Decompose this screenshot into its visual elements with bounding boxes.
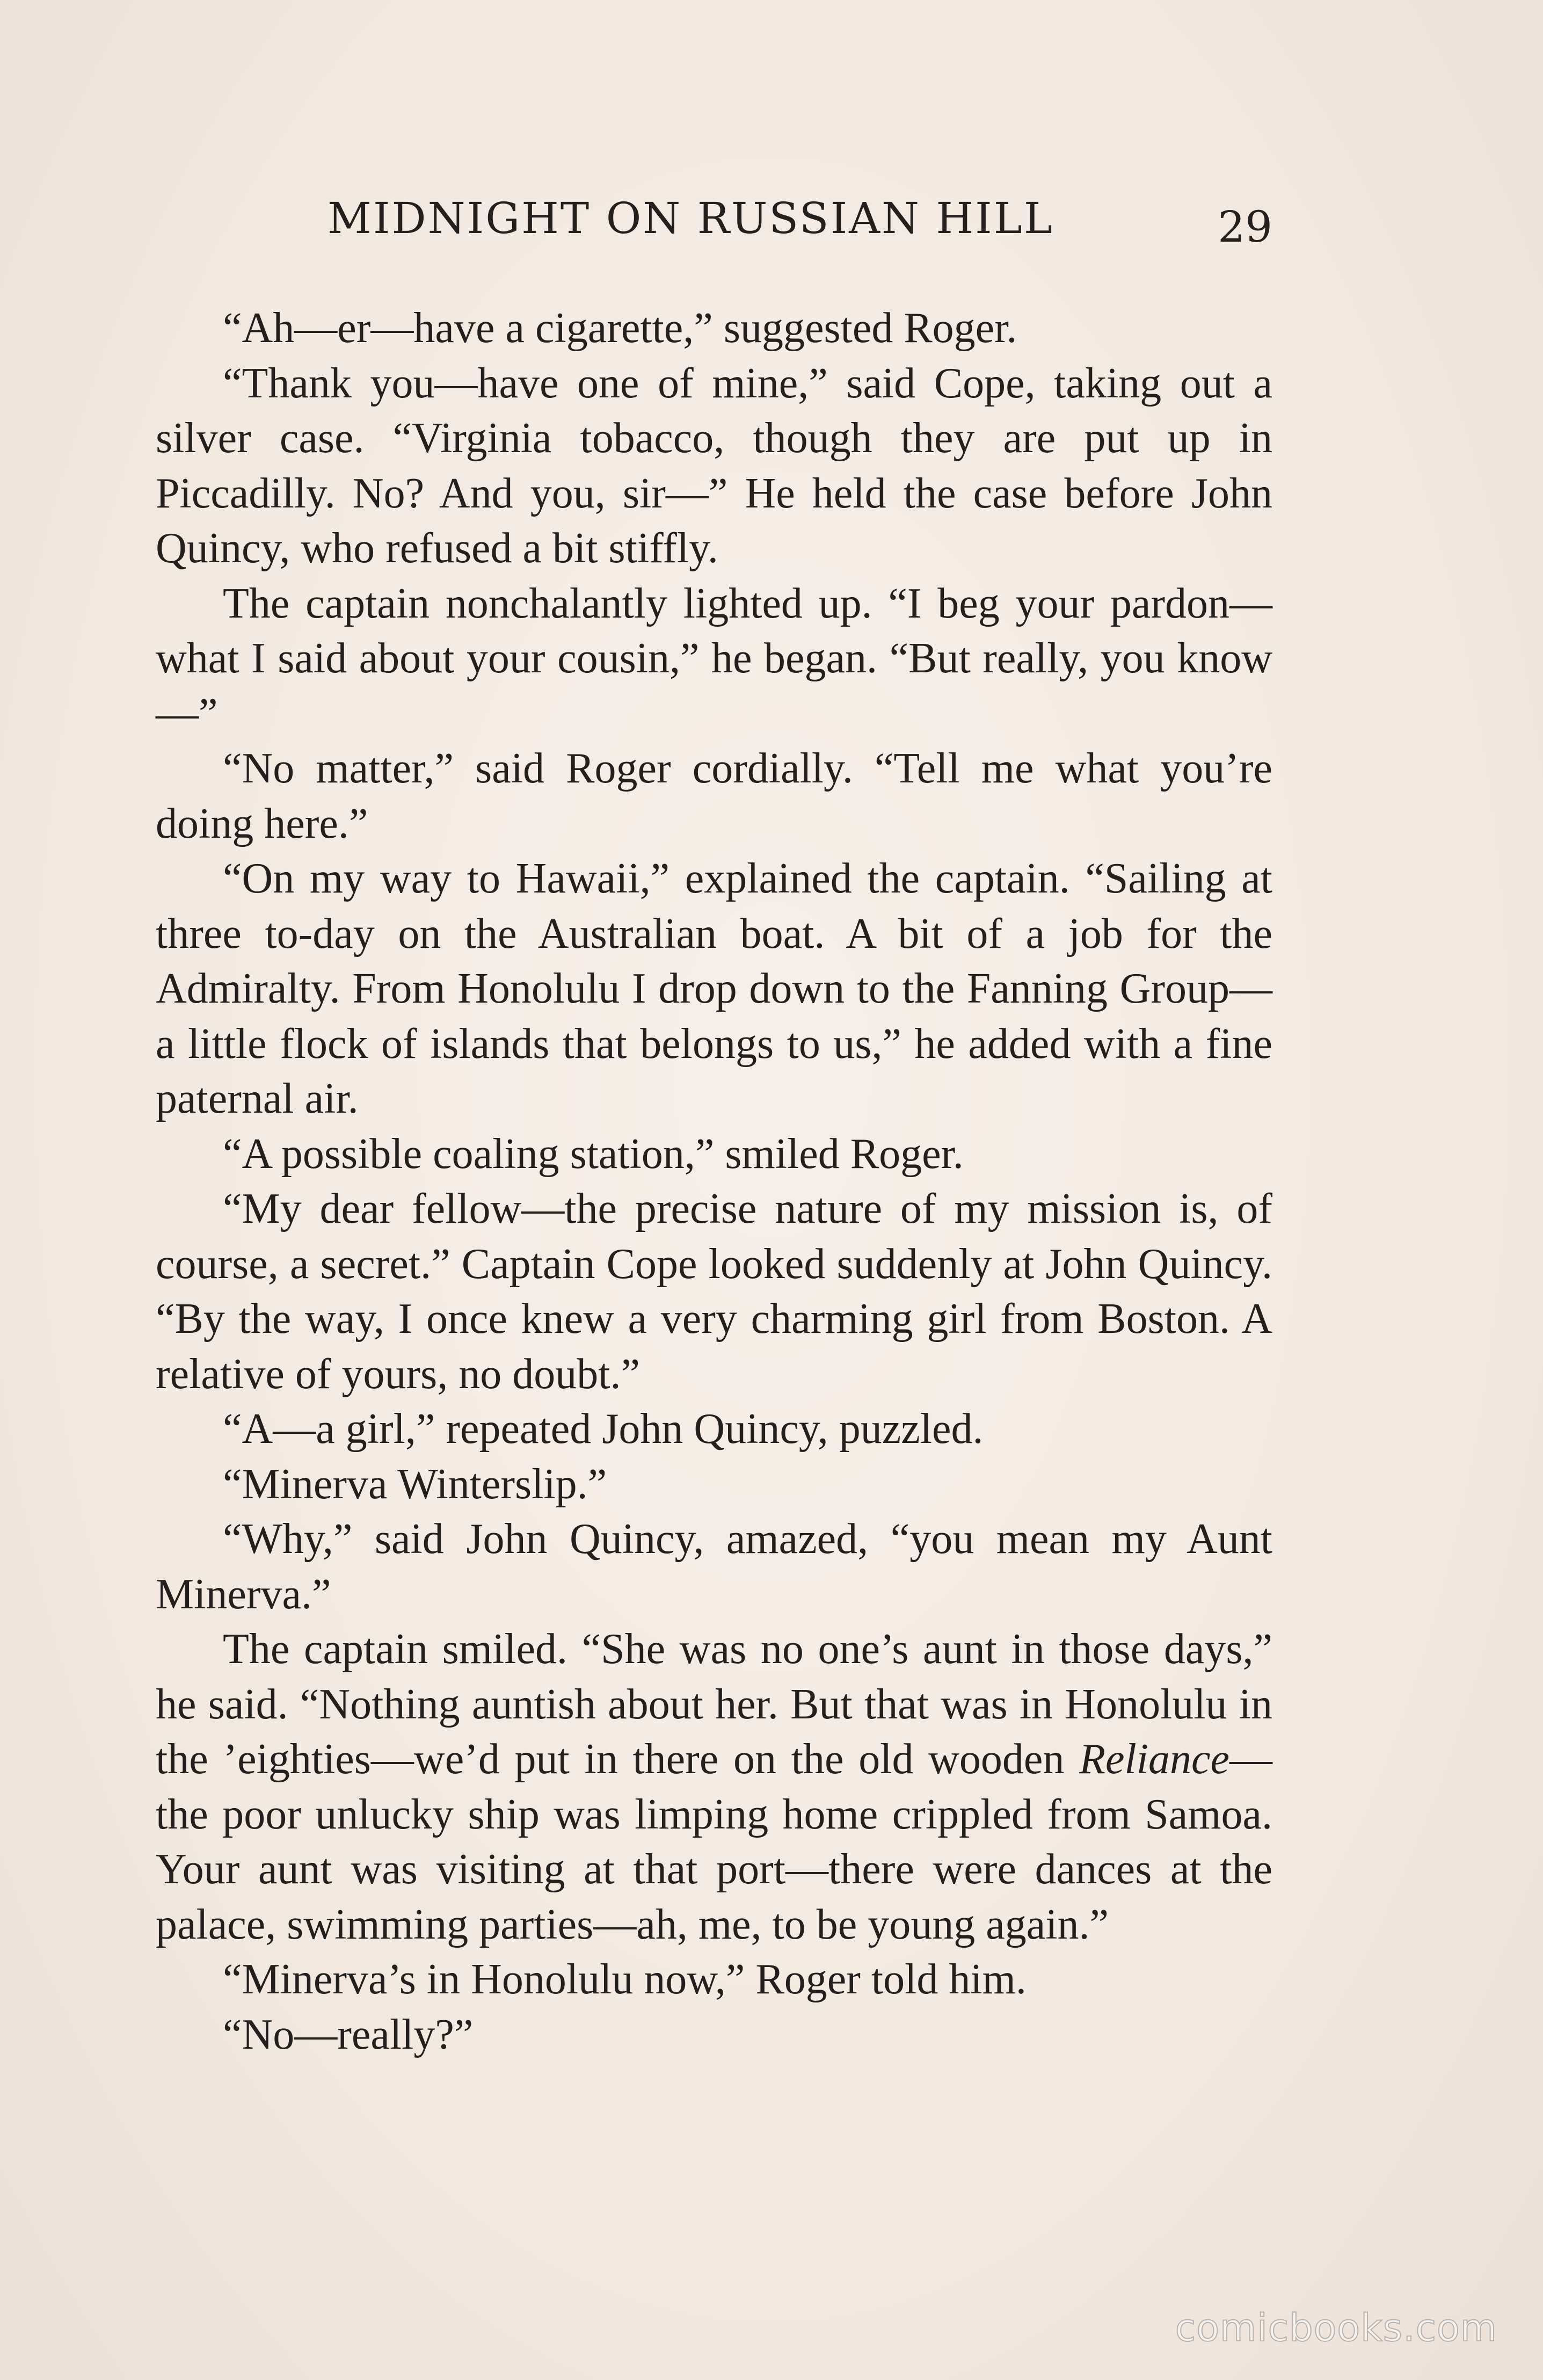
page-number: 29 [1218,202,1272,252]
watermark: comicbooks.com [1175,2306,1497,2350]
paragraph-3: The captain nonchalantly lighted up. “I beg your pardon—what I said about your cousin,” he began. “But really, you know—” [156,579,1272,737]
paragraph-10: “Why,” said John Quincy, amazed, “you mean my Aunt Minerva.” [156,1515,1272,1618]
paragraph-1: “Ah—er—have a cigarette,” suggested Roger. [223,304,1017,352]
paragraph-12: “Minerva’s in Honolulu now,” Roger told him. [223,1956,1027,2003]
paragraph-9: “Minerva Winterslip.” [223,1460,607,1508]
page-header [156,193,1272,258]
paragraph-6: “A possible coaling station,” smiled Roger. [223,1130,964,1178]
paragraph-8: “A—a girl,” repeated John Quincy, puzzled. [223,1405,984,1453]
paragraph-11-after: —the poor unlucky ship was limping home crippled from Samoa. Your aunt was visiting at that port—there were dances at the palace, swimming parties—ah, me, to be young again.” [156,1736,1272,1948]
ship-name: Reliance [1079,1736,1229,1783]
body-text [156,301,1272,2062]
paragraph-11-before: The captain smiled. “She was no one’s aunt in those days,” he said. “Nothing auntish about her. But that was in Honolulu in the ’eighties—we’d put in there on the old wooden [156,1626,1272,1783]
paragraph-5: “On my way to Hawaii,” explained the captain. “Sailing at three to-day on the Australian boat. A bit of a job for the Admiralty. From Honolulu I drop down to the Fanning Group—a little flock of islands that belongs to us,” he added with a fine paternal air. [156,855,1272,1122]
paragraph-4: “No matter,” said Roger cordially. “Tell me what you’re doing here.” [156,745,1272,847]
paragraph-13: “No—really?” [223,2011,474,2058]
paragraph-2: “Thank you—have one of mine,” said Cope, taking out a silver case. “Virginia tobacco, though they are put up in Piccadilly. No? And you, sir—” He held the case before John Quincy, who refused a bit stiffly. [156,359,1272,572]
paragraph-11 [156,1622,1272,1952]
running-head: MIDNIGHT ON RUSSIAN HILL [327,193,1054,243]
paragraph-7: “My dear fellow—the precise nature of my mission is, of course, a secret.” Captain Cope looked suddenly at John Quincy. “By the way, I once knew a very charming girl from Boston. A relative of yours, no doubt.” [156,1185,1272,1398]
